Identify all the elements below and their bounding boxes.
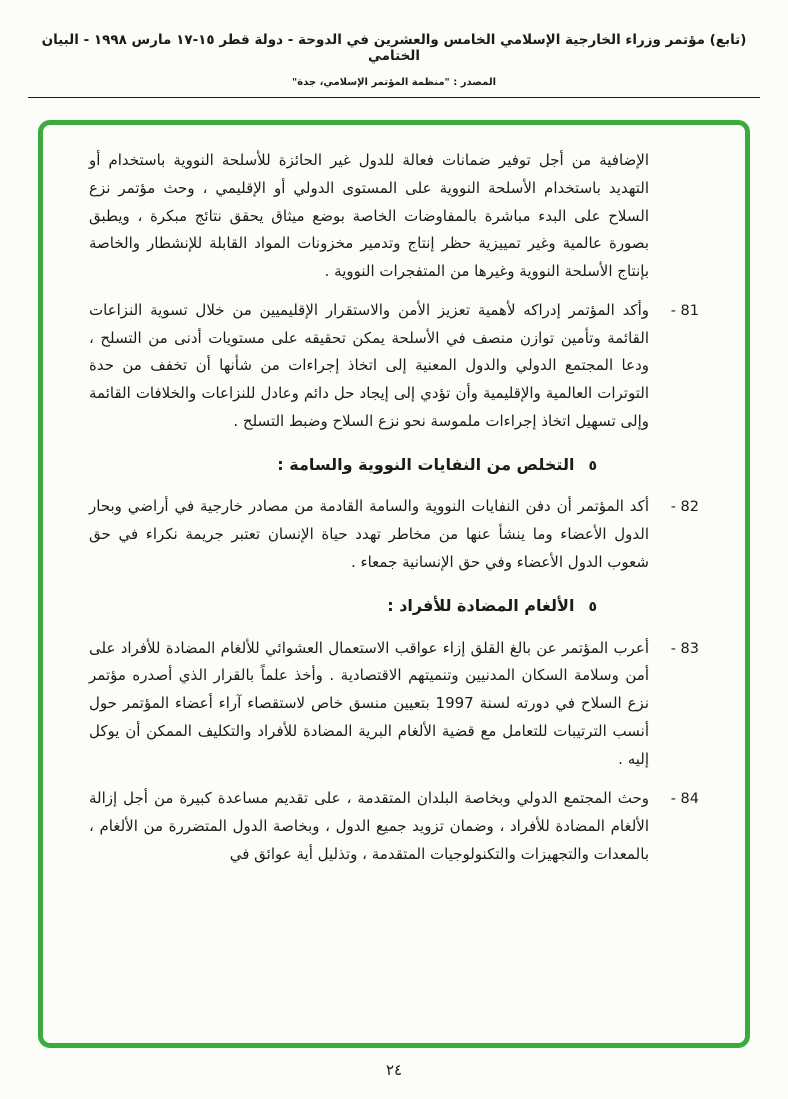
document-title: (تابع) مؤتمر وزراء الخارجية الإسلامي الخامس والعشرين في الدوحة - دولة قطر ١٥-١٧ مارس ١٩٩٨ - البيان الختامي [41, 32, 747, 64]
header-divider [28, 97, 760, 98]
section-heading-text: التخلص من النفايات النووية والسامة : [277, 454, 575, 474]
paragraph-text: وحث المجتمع الدولي وبخاصة البلدان المتقدمة ، على تقديم مساعدة كبيرة من أجل إزالة الألغام المضادة للأفراد ، وضمان تزويد جميع الدول ، وبخاصة الدول المتضررة من الألغام ، بالمعدات والتجهيزات والتكنولوجيات المتقدمة ، وتذليل أية عوائق في [89, 789, 649, 863]
paragraph-text: أعرب المؤتمر عن بالغ القلق إزاء عواقب الاستعمال العشوائي للألغام المضادة للأفراد على أمن وسلامة السكان المدنيين وتنميتهم الاقتصادية . وأخذ علماً بالقرار الذي أصدره مؤتمر نزع السلاح في دورته لسنة 1997 بتعيين منسق خاص لاستقصاء آراء أعضاء المؤتمر حول أنسب الترتيبات للتعامل مع قضية الألغام البرية المضادة للأفراد والتكليف الممكن أن يوكل إليه . [89, 638, 649, 768]
paragraph-text: أكد المؤتمر أن دفن النفايات النووية والسامة القادمة من مصادر خارجية في أراضي وبحار الدول الأعضاء وما ينشأ عنها من مخاطر تهدد حياة الإنسان تعتبر جريمة نكراء في حق شعوب الدول الأعضاء وفي حق الإنسانية جمعاء . [89, 497, 649, 571]
paragraph-number: 83 - [670, 640, 699, 657]
numbered-paragraph-84 [89, 785, 699, 868]
numbered-paragraph-82 [89, 493, 699, 576]
paragraph-text: وأكد المؤتمر إدراكه لأهمية تعزيز الأمن والاستقرار الإقليميين من خلال تسوية النزاعات القائمة وتأمين توازن منصف في الأسلحة يمكن تحقيقه على مستويات أدنى من التسلح ، ودعا المجتمع الدولي والدول المعنية إلى اتخاذ إجراءات من شأنها أن تخفف من حدة التوترات العالمية والإقليمية وأن تؤدي إلى إيجاد حل دائم وعادل للنزاعات والخلافات القائمة وإلى تسهيل اتخاذ إجراءات ملموسة نحو نزع السلاح وضبط التسلح . [89, 300, 649, 430]
section-heading-landmines [89, 591, 597, 621]
circle-bullet-icon: ٥ [588, 457, 597, 474]
paragraph-number: 84 - [670, 791, 699, 808]
numbered-paragraph-81 [89, 297, 699, 436]
continuation-paragraph: الإضافية من أجل توفير ضمانات فعالة للدول غير الحائزة للأسلحة النووية باستخدام أو التهديد باستخدام الأسلحة النووية على المستوى الدولي أو الإقليمي ، وحث مؤتمر نزع السلاح على البدء مباشرة بالمفاوضات الخاصة بوضع ميثاق يحقق نتائج مبكرة ، ويطبق بصورة عالمية وغير تمييزية حظر إنتاج وتدمير مخزونات المواد القابلة للإنشطار والخاصة بإنتاج الأسلحة النووية وغيرها من المتفجرات النووية . [89, 151, 649, 280]
circle-bullet-icon: ٥ [588, 598, 597, 615]
numbered-paragraph-83 [89, 635, 699, 774]
section-heading-text: الألغام المضادة للأفراد : [387, 595, 575, 615]
paragraph-number: 81 - [670, 302, 699, 319]
document-source: المصدر : "منظمة المؤتمر الإسلامي، جدة" [291, 77, 496, 88]
paragraph-number: 82 - [670, 499, 699, 516]
content-frame [38, 120, 750, 1048]
document-content [43, 125, 745, 869]
page-number: ٢٤ [385, 1061, 403, 1079]
document-header [0, 0, 788, 88]
section-heading-nuclear-waste [89, 450, 597, 480]
